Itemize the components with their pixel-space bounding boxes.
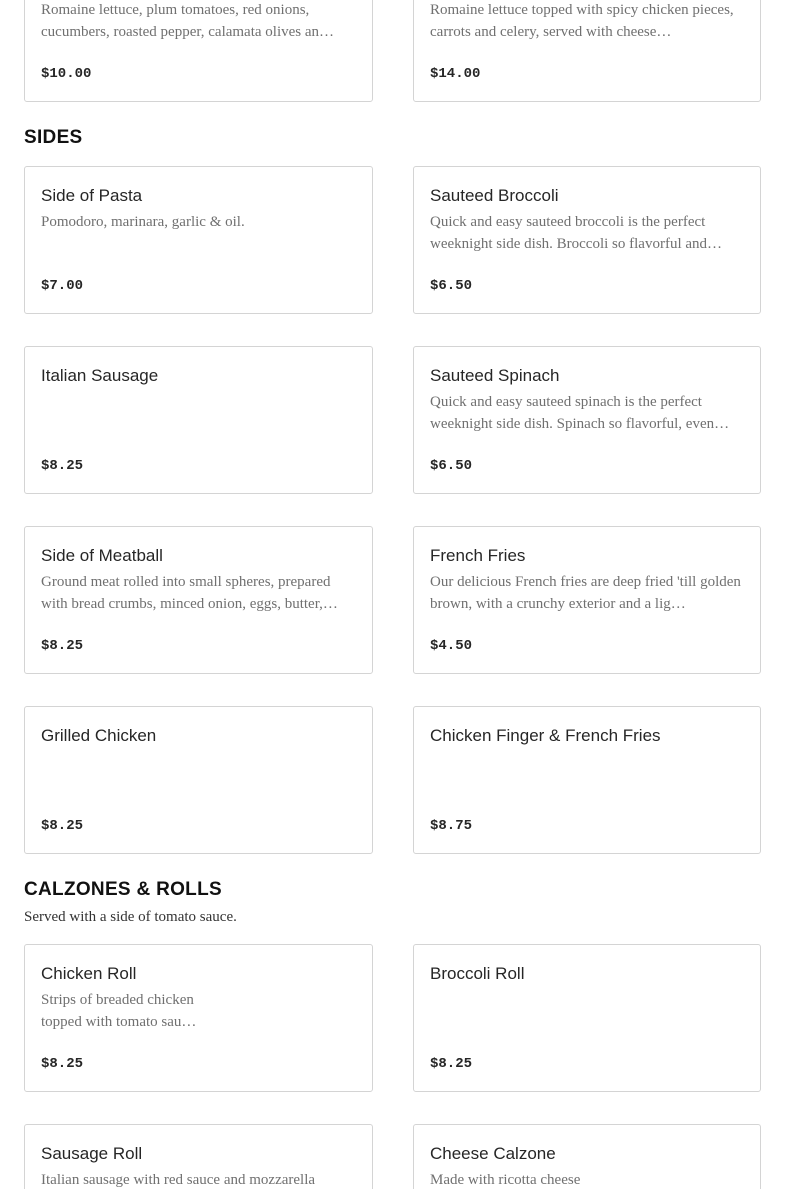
item-price: $6.50 — [430, 278, 473, 294]
item-price: $7.00 — [41, 278, 84, 294]
section-subtitle: Served with a side of tomato sauce. — [24, 909, 237, 925]
section-title-calzones: CALZONES & ROLLS — [24, 879, 222, 900]
item-name: Side of Meatball — [41, 546, 163, 565]
item-price: $4.50 — [430, 638, 473, 654]
menu-item-card[interactable] — [413, 346, 761, 494]
menu-item-card[interactable] — [413, 166, 761, 314]
item-name: Broccoli Roll — [430, 964, 525, 983]
item-name: Italian Sausage — [41, 366, 159, 385]
item-name: Sausage Roll — [41, 1144, 143, 1163]
item-price: $14.00 — [430, 66, 481, 82]
menu-item-card[interactable] — [413, 526, 761, 674]
menu-item-card[interactable] — [24, 0, 373, 102]
item-name: Sauteed Spinach — [430, 366, 560, 385]
item-price: $8.25 — [430, 1056, 473, 1072]
item-description: Italian sausage with red sauce and mozzarella — [41, 1172, 316, 1188]
item-name: Sauteed Broccoli — [430, 186, 559, 205]
item-name: Side of Pasta — [41, 186, 143, 205]
menu-item-card[interactable] — [413, 706, 761, 854]
item-price: $8.25 — [41, 1056, 84, 1072]
menu-item-card[interactable] — [24, 526, 373, 674]
item-price: $8.25 — [41, 818, 84, 834]
item-description: Strips of breaded chicken topped with tomato sau… — [41, 992, 197, 1030]
item-description: Quick and easy sauteed broccoli is the perfect weeknight side dish. Broccoli so flavorful and… — [430, 214, 723, 252]
item-price: $10.00 — [41, 66, 92, 82]
item-name: French Fries — [430, 546, 526, 565]
item-description: Our delicious French fries are deep fried 'till golden brown, with a crunchy exterior and a lig… — [430, 574, 741, 612]
item-description: Made with ricotta cheese — [430, 1172, 581, 1188]
item-name: Cheese Calzone — [430, 1144, 556, 1163]
menu-item-card[interactable] — [413, 0, 761, 102]
item-price: $8.75 — [430, 818, 473, 834]
item-description: Quick and easy sauteed spinach is the perfect weeknight side dish. Spinach so flavorful, even… — [430, 394, 730, 432]
item-name: Grilled Chicken — [41, 726, 157, 745]
item-name: Chicken Roll — [41, 964, 137, 983]
item-name: Chicken Finger & French Fries — [430, 726, 661, 745]
menu-item-card[interactable] — [413, 1124, 761, 1189]
menu-item-card[interactable] — [24, 706, 373, 854]
section-title-sides: SIDES — [24, 127, 83, 148]
item-price: $8.25 — [41, 638, 84, 654]
menu-item-card[interactable] — [24, 1124, 373, 1189]
menu-item-card[interactable] — [24, 944, 373, 1092]
item-description: Pomodoro, marinara, garlic & oil. — [41, 214, 245, 230]
menu-item-card[interactable] — [24, 166, 373, 314]
menu-item-card[interactable] — [413, 944, 761, 1092]
item-description: Romaine lettuce, plum tomatoes, red onions, cucumbers, roasted pepper, calamata olives an… — [41, 2, 335, 40]
item-price: $6.50 — [430, 458, 473, 474]
item-description: Ground meat rolled into small spheres, prepared with bread crumbs, minced onion, eggs, butter,… — [41, 574, 338, 612]
item-price: $8.25 — [41, 458, 84, 474]
menu-item-card[interactable] — [24, 346, 373, 494]
item-description: Romaine lettuce topped with spicy chicken pieces, carrots and celery, served with cheese… — [430, 2, 734, 40]
